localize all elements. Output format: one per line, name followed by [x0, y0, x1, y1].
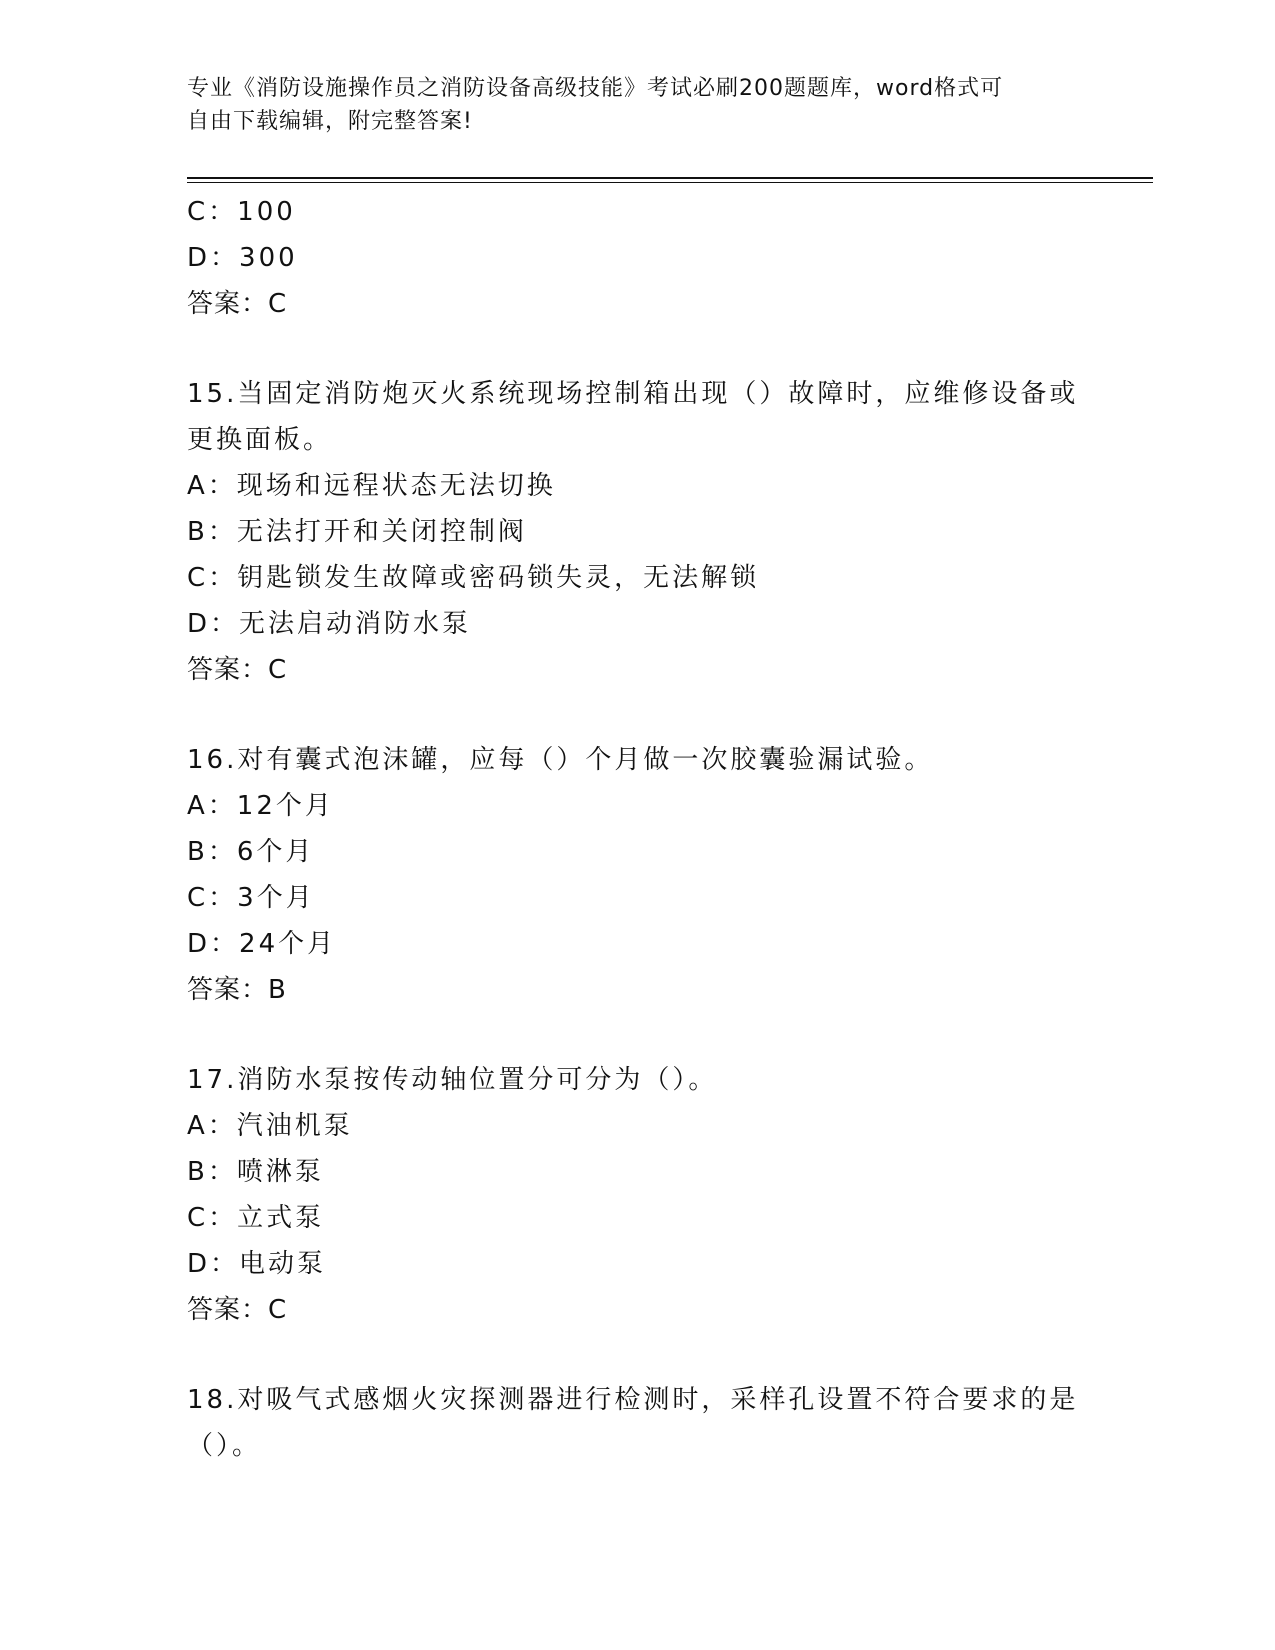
- question-stem: 15.当固定消防炮灭火系统现场控制箱出现（）故障时，应维修设备或: [187, 379, 1079, 409]
- header-rule-thin: [187, 182, 1153, 183]
- option-d: D：24个月: [187, 929, 337, 959]
- question-block-prev: [187, 189, 1087, 327]
- option-b: B：6个月: [187, 837, 315, 867]
- option-d: D：无法启动消防水泵: [187, 609, 472, 639]
- option-c: C：立式泵: [187, 1203, 325, 1233]
- option-a: A：汽油机泵: [187, 1111, 353, 1141]
- header-rule-thick: [187, 177, 1153, 179]
- option-c: C：钥匙锁发生故障或密码锁失灵，无法解锁: [187, 563, 760, 593]
- header-line-1: 专业《消防设施操作员之消防设备高级技能》考试必刷200题题库，word格式可: [187, 76, 1004, 101]
- question-stem: 16.对有囊式泡沫罐，应每（）个月做一次胶囊验漏试验。: [187, 745, 934, 775]
- question-stem: 17.消防水泵按传动轴位置分可分为（）。: [187, 1065, 718, 1095]
- question-list: [187, 189, 1087, 1469]
- option-d: D：300: [187, 243, 298, 273]
- option-b: B：无法打开和关闭控制阀: [187, 517, 527, 547]
- document-header: [187, 72, 1087, 138]
- option-c: C：100: [187, 197, 296, 227]
- answer-line: 答案：C: [187, 655, 288, 685]
- question-stem-continued: 更换面板。: [187, 425, 333, 455]
- question-block-15: [187, 371, 1087, 693]
- answer-line: 答案：C: [187, 1295, 288, 1325]
- option-b: B：喷淋泵: [187, 1157, 324, 1187]
- question-block-18: [187, 1377, 1087, 1469]
- question-block-17: [187, 1057, 1087, 1333]
- option-a: A：12个月: [187, 791, 334, 821]
- option-c: C：3个月: [187, 883, 315, 913]
- answer-line: 答案：C: [187, 289, 288, 319]
- header-line-2: 自由下载编辑，附完整答案!: [187, 109, 473, 134]
- question-stem-continued: （）。: [187, 1431, 262, 1461]
- question-block-16: [187, 737, 1087, 1013]
- question-stem: 18.对吸气式感烟火灾探测器进行检测时，采样孔设置不符合要求的是: [187, 1385, 1079, 1415]
- answer-line: 答案：B: [187, 975, 287, 1005]
- option-d: D：电动泵: [187, 1249, 327, 1279]
- option-a: A：现场和远程状态无法切换: [187, 471, 556, 501]
